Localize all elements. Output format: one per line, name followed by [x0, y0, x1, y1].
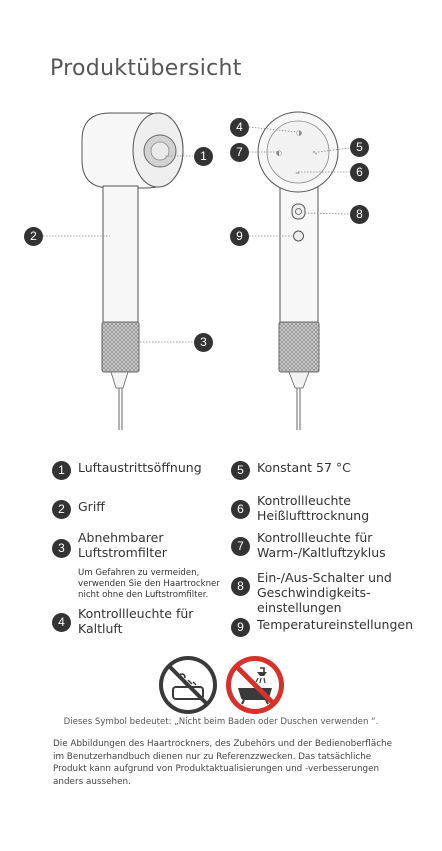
legend-label: Konstant 57 °C: [257, 460, 351, 475]
legend-label: Griff: [78, 499, 105, 514]
callout-6: 6: [350, 163, 369, 182]
legend-number: 2: [52, 500, 71, 519]
callout-3: 3: [194, 333, 213, 352]
legend-number: 1: [52, 461, 71, 480]
callout-9: 9: [230, 227, 249, 246]
legend-number: 9: [231, 618, 250, 637]
callout-1: 1: [194, 147, 213, 166]
filter-warning-note: Um Gefahren zu vermeiden, verwenden Sie den Haartrockner nicht ohne den Luftstromfilter.: [78, 568, 220, 600]
dryer-back-view: [258, 112, 338, 430]
legend-label: Luftaustrittsöffnung: [78, 460, 202, 475]
legend-label: Kontrollleuchte für Kaltluft: [78, 606, 194, 636]
callout-8: 8: [350, 205, 369, 224]
dryer-side-view: [82, 112, 183, 430]
legend-label: Kontrollleuchte Heißlufttrocknung: [257, 493, 370, 523]
svg-text:≈: ≈: [295, 170, 301, 177]
legend-number: 6: [231, 500, 250, 519]
no-shower-icon: [224, 654, 286, 716]
legend-label: Abnehmbarer Luftstromfilter: [78, 530, 167, 560]
legend-label: Ein-/Aus-Schalter und Geschwindigkeits- einstellungen: [257, 570, 392, 615]
svg-text:◐: ◐: [276, 149, 283, 157]
legend-number: 3: [52, 539, 71, 558]
legend-number: 4: [52, 613, 71, 632]
legend-number: 8: [231, 577, 250, 596]
legend-label: Kontrollleuchte für Warm-/Kaltluftzyklus: [257, 530, 386, 560]
svg-text:∿: ∿: [312, 149, 318, 157]
disclaimer-text: Die Abbildungen des Haartrockners, des Zubehörs und der Bedienoberfläche im Benutzerhandbuch dienen nur zu Referenzzwecken. Das tatsächliche Produkt kann aufgrund von Produktaktualisierungen und -verbesserungen anders aussehen.: [53, 739, 393, 787]
legend-number: 7: [231, 537, 250, 556]
legend-label: Temperatureinstellungen: [257, 617, 414, 632]
callout-4: 4: [230, 118, 249, 137]
callout-7: 7: [230, 143, 249, 162]
legend-number: 5: [231, 461, 250, 480]
page-title: Produktübersicht: [50, 56, 242, 81]
symbol-caption: Dieses Symbol bedeutet: „Nicht beim Baden oder Duschen verwenden “.: [63, 717, 379, 727]
svg-text:◑: ◑: [296, 129, 303, 137]
callout-2: 2: [24, 227, 43, 246]
no-bathing-icon: [157, 654, 219, 716]
callout-5: 5: [350, 138, 369, 157]
